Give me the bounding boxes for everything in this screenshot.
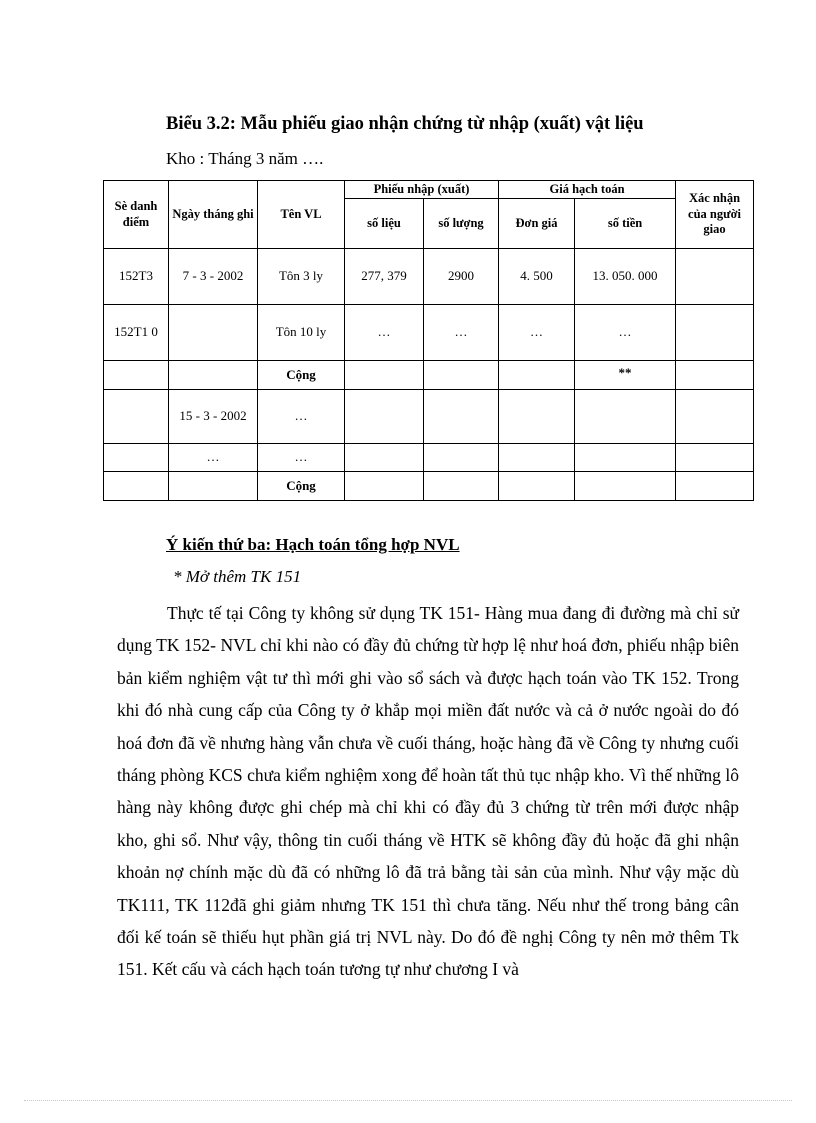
cell-don-gia bbox=[499, 444, 575, 472]
cell-danh-diem: 152T3 bbox=[104, 249, 169, 305]
cell-ten-vl: … bbox=[258, 444, 345, 472]
cell-danh-diem bbox=[104, 444, 169, 472]
page-title: Biểu 3.2: Mẫu phiếu giao nhận chứng từ nhập (xuất) vật liệu bbox=[166, 114, 644, 134]
cell-danh-diem: 152T1 0 bbox=[104, 305, 169, 361]
cell-ten-vl: Cộng bbox=[258, 472, 345, 501]
cell-danh-diem bbox=[104, 472, 169, 501]
header-ngay-thang-ghi: Ngày tháng ghi bbox=[169, 181, 258, 249]
cell-don-gia: 4. 500 bbox=[499, 249, 575, 305]
cell-ngay bbox=[169, 361, 258, 390]
header-xac-nhan: Xác nhận của người giao bbox=[676, 181, 754, 249]
cell-so-lieu bbox=[345, 361, 424, 390]
cell-so-tien: … bbox=[575, 305, 676, 361]
cell-so-tien: ** bbox=[575, 361, 676, 390]
header-phieu-nhap-xuat: Phiếu nhập (xuất) bbox=[345, 181, 499, 199]
cell-so-tien bbox=[575, 390, 676, 444]
cell-xac-nhan bbox=[676, 249, 754, 305]
table-row bbox=[104, 305, 754, 361]
cell-don-gia bbox=[499, 390, 575, 444]
cell-don-gia: … bbox=[499, 305, 575, 361]
cell-so-luong: … bbox=[424, 305, 499, 361]
cell-ngay bbox=[169, 472, 258, 501]
cell-so-lieu: 277, 379 bbox=[345, 249, 424, 305]
cell-xac-nhan bbox=[676, 444, 754, 472]
cell-ngay: … bbox=[169, 444, 258, 472]
cell-danh-diem bbox=[104, 361, 169, 390]
cell-so-luong bbox=[424, 472, 499, 501]
cell-ngay: 15 - 3 - 2002 bbox=[169, 390, 258, 444]
cell-so-lieu bbox=[345, 472, 424, 501]
footer-divider bbox=[24, 1100, 792, 1101]
cell-ten-vl: Tôn 10 ly bbox=[258, 305, 345, 361]
cell-so-luong bbox=[424, 444, 499, 472]
cell-xac-nhan bbox=[676, 361, 754, 390]
cell-ten-vl: Cộng bbox=[258, 361, 345, 390]
cell-don-gia bbox=[499, 361, 575, 390]
cell-xac-nhan bbox=[676, 305, 754, 361]
cell-xac-nhan bbox=[676, 472, 754, 501]
cell-so-luong bbox=[424, 390, 499, 444]
cell-ngay bbox=[169, 305, 258, 361]
cell-so-tien bbox=[575, 472, 676, 501]
table-row bbox=[104, 249, 754, 305]
cell-ten-vl: Tôn 3 ly bbox=[258, 249, 345, 305]
cell-ten-vl: … bbox=[258, 390, 345, 444]
cell-so-tien: 13. 050. 000 bbox=[575, 249, 676, 305]
table-row bbox=[104, 472, 754, 501]
cell-ngay: 7 - 3 - 2002 bbox=[169, 249, 258, 305]
body-paragraph: Thực tế tại Công ty không sử dụng TK 151- Hàng mua đang đi đường mà chỉ sử dụng TK 152- NVL chỉ khi nào có đầy đủ chứng từ hợp lệ như hoá đơn, phiếu nhập biên bản kiểm nghiệm vật tư thì mới ghi vào sổ sách và được hạch toán vào TK 152. Trong khi đó nhà cung cấp của Công ty ở khắp mọi miền đất nước và cả ở nước ngoài do đó hoá đơn đã về nhưng hàng vẫn chưa về cuối tháng, hoặc hàng đã về Công ty nhưng cuối tháng phòng KCS chưa kiểm nghiệm xong để hoàn tất thủ tục nhập kho. Vì thế những lô hàng này không được ghi chép mà chỉ khi có đầy đủ 3 chứng từ trên mới được nhập kho, ghi sổ. Như vậy, thông tin cuối tháng về HTK sẽ không đầy đủ hoặc đã ghi nhận khoản nợ chính mặc dù đã có những lô đã trả bằng tài sản của mình. Như vậy mặc dù TK111, TK 112đã ghi giảm nhưng TK 151 thì chưa tăng. Nếu như thế trong bảng cân đối kế toán sẽ thiếu hụt phần giá trị NVL này. Do đó đề nghị Công ty nên mở thêm Tk 151. Kết cấu và cách hạch toán tương tự như chương I và bbox=[117, 603, 739, 980]
header-so-luong: số lượng bbox=[424, 199, 499, 249]
warehouse-period: Kho : Tháng 3 năm …. bbox=[166, 149, 324, 168]
subheading: * Mở thêm TK 151 bbox=[173, 567, 302, 586]
cell-so-tien bbox=[575, 444, 676, 472]
header-gia-hach-toan: Giá hạch toán bbox=[499, 181, 676, 199]
cell-so-lieu bbox=[345, 444, 424, 472]
cell-so-lieu bbox=[345, 390, 424, 444]
table-row bbox=[104, 390, 754, 444]
cell-so-luong bbox=[424, 361, 499, 390]
header-so-danh-diem: Sè danh điểm bbox=[104, 181, 169, 249]
cell-xac-nhan bbox=[676, 390, 754, 444]
cell-so-lieu: … bbox=[345, 305, 424, 361]
table-row bbox=[104, 444, 754, 472]
section-heading: Ý kiến thứ ba: Hạch toán tổng hợp NVL bbox=[166, 535, 460, 554]
header-ten-vl: Tên VL bbox=[258, 181, 345, 249]
table-row bbox=[104, 361, 754, 390]
cell-danh-diem bbox=[104, 390, 169, 444]
header-don-gia: Đơn giá bbox=[499, 199, 575, 249]
voucher-delivery-table bbox=[103, 180, 754, 501]
cell-so-luong: 2900 bbox=[424, 249, 499, 305]
header-so-tien: số tiền bbox=[575, 199, 676, 249]
cell-don-gia bbox=[499, 472, 575, 501]
header-so-lieu: số liệu bbox=[345, 199, 424, 249]
